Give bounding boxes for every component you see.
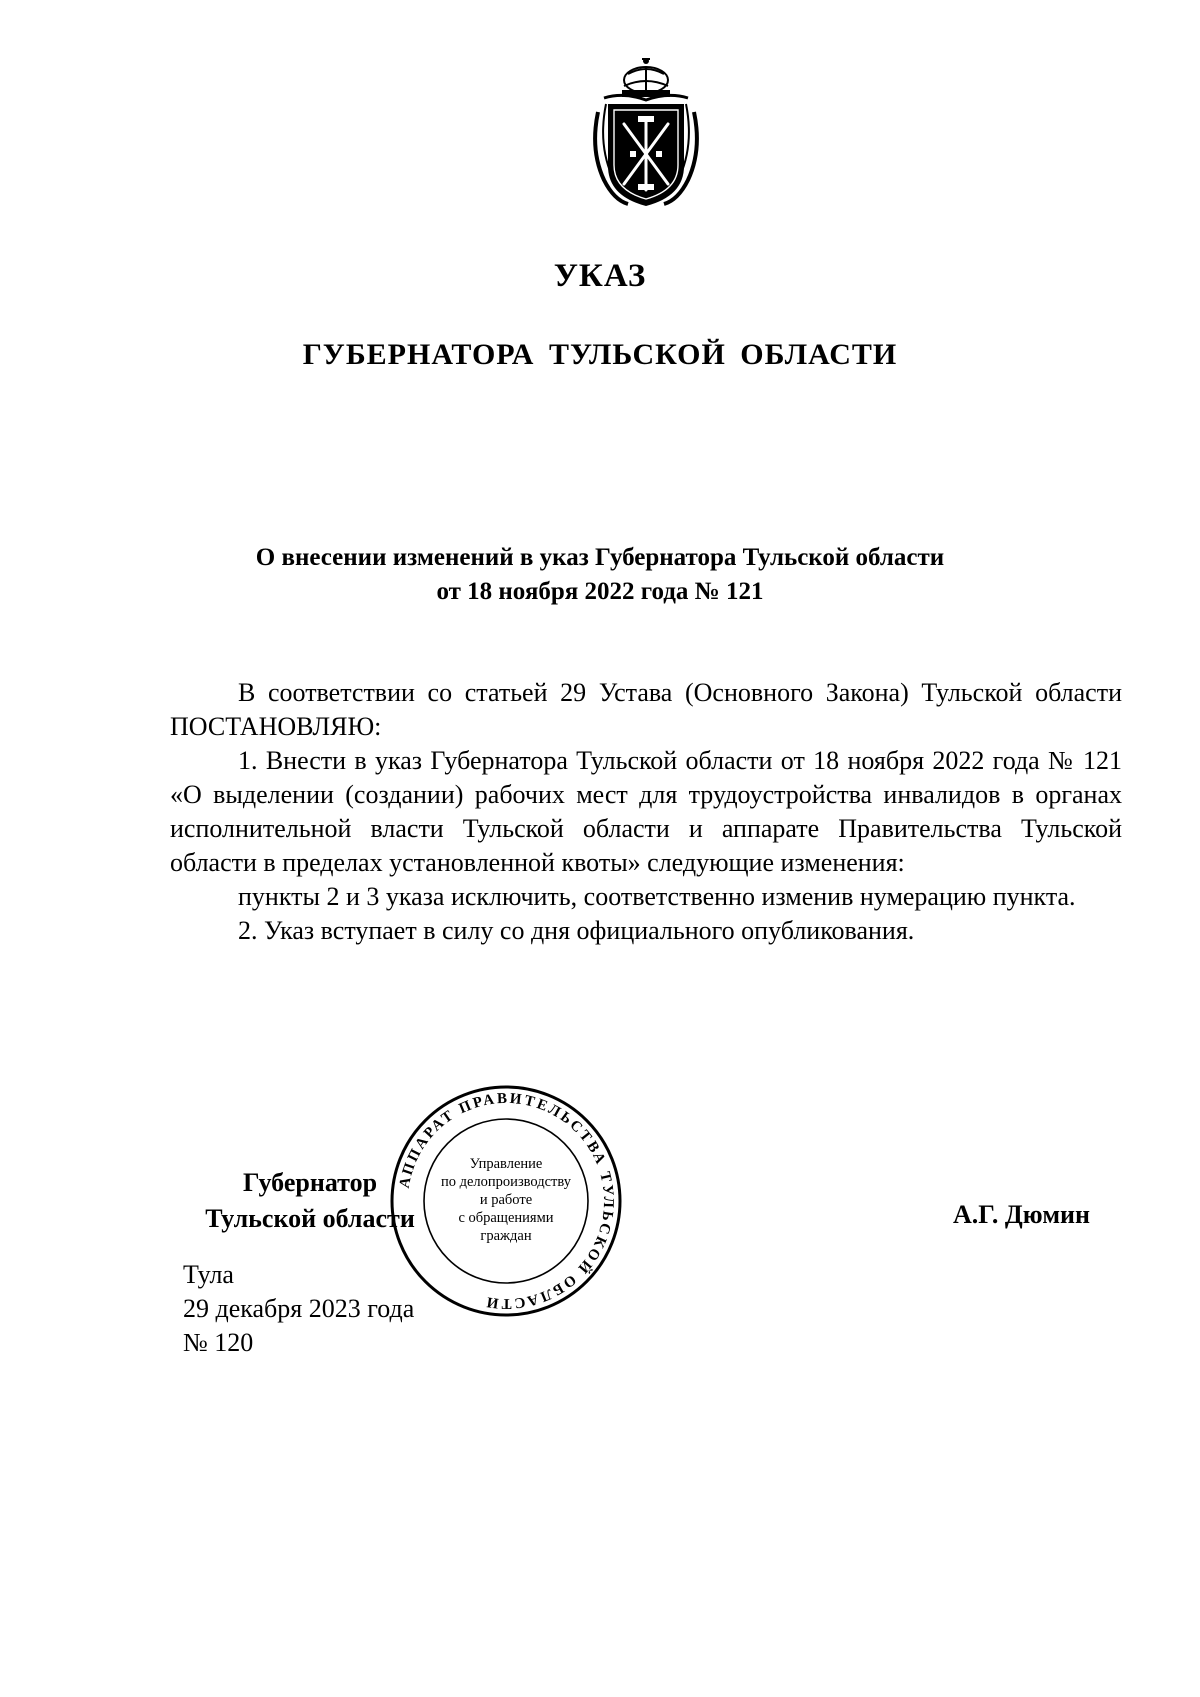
subject-line-2: от 18 ноября 2022 года № 121 xyxy=(436,578,764,605)
stamp-line-1: Управление xyxy=(469,1156,543,1172)
stamp-line-5: граждан xyxy=(480,1228,532,1244)
decree-body xyxy=(170,676,1122,948)
decree-author: ГУБЕРНАТОРА ТУЛЬСКОЙ ОБЛАСТИ xyxy=(302,338,898,371)
issue-date: 29 декабря 2023 года xyxy=(183,1294,415,1323)
signatory-title-line-1: Губернатор xyxy=(242,1168,378,1197)
stamp-line-4: с обращениями xyxy=(458,1210,554,1226)
item-1-change-paragraph: пункты 2 и 3 указа исключить, соответственно изменив нумерацию пункта. xyxy=(238,882,1076,911)
decree-type: УКАЗ xyxy=(553,258,647,294)
preamble-paragraph: В соответствии со статьей 29 Устава (Основного Закона) Тульской области ПОСТАНОВЛЯЮ: xyxy=(170,678,1122,741)
stamp-line-2: по делопроизводству xyxy=(440,1174,571,1190)
item-1-paragraph: 1. Внести в указ Губернатора Тульской области от 18 ноября 2022 года № 121 «О выделении (создании) рабочих мест для трудоустройства инвалидов в органах исполнительной власти Тульской области и аппарате Правительства Тульской области в пределах установленной квоты» следующие изменения: xyxy=(170,746,1122,877)
signatory-name: А.Г. Дюмин xyxy=(953,1200,1090,1229)
official-stamp xyxy=(388,1083,624,1319)
stamp-line-3: и работе xyxy=(479,1192,533,1208)
issue-place: Тула xyxy=(183,1260,234,1289)
signatory-title-line-2: Тульской области xyxy=(205,1204,415,1233)
decree-subject xyxy=(150,541,1050,609)
tula-coat-of-arms-icon xyxy=(584,54,708,214)
issue-number: № 120 xyxy=(183,1328,254,1357)
stamp-ring-text: АППАРАТ ПРАВИТЕЛЬСТВА ТУЛЬСКОЙ ОБЛАСТИ xyxy=(396,1090,617,1312)
stamp-center-text xyxy=(388,1155,624,1245)
subject-line-1: О внесении изменений в указ Губернатора Тульской области xyxy=(255,544,945,571)
item-2-paragraph: 2. Указ вступает в силу со дня официального опубликования. xyxy=(238,916,915,945)
issue-details xyxy=(183,1258,414,1360)
